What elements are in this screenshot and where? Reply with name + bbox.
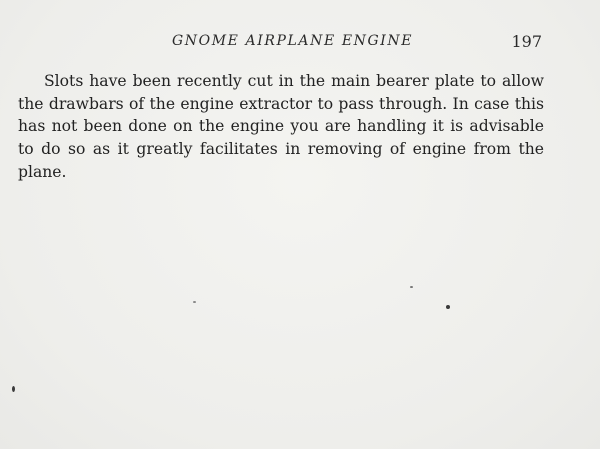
ink-speck bbox=[410, 286, 413, 288]
body-text bbox=[18, 70, 544, 184]
page-number: 197 bbox=[511, 32, 542, 51]
ink-speck bbox=[446, 305, 450, 309]
running-head bbox=[0, 33, 600, 55]
ink-speck bbox=[193, 301, 196, 303]
paragraph: Slots have been recently cut in the main bearer plate to allow the drawbars of the engine extractor to pass through. In case this has not been done on the engine you are handling it is advisable to do so as it greatly facilitates in removing of engine from the plane. bbox=[18, 72, 544, 181]
ink-speck bbox=[12, 386, 15, 392]
running-head-title: GNOME AIRPLANE ENGINE bbox=[172, 33, 414, 49]
